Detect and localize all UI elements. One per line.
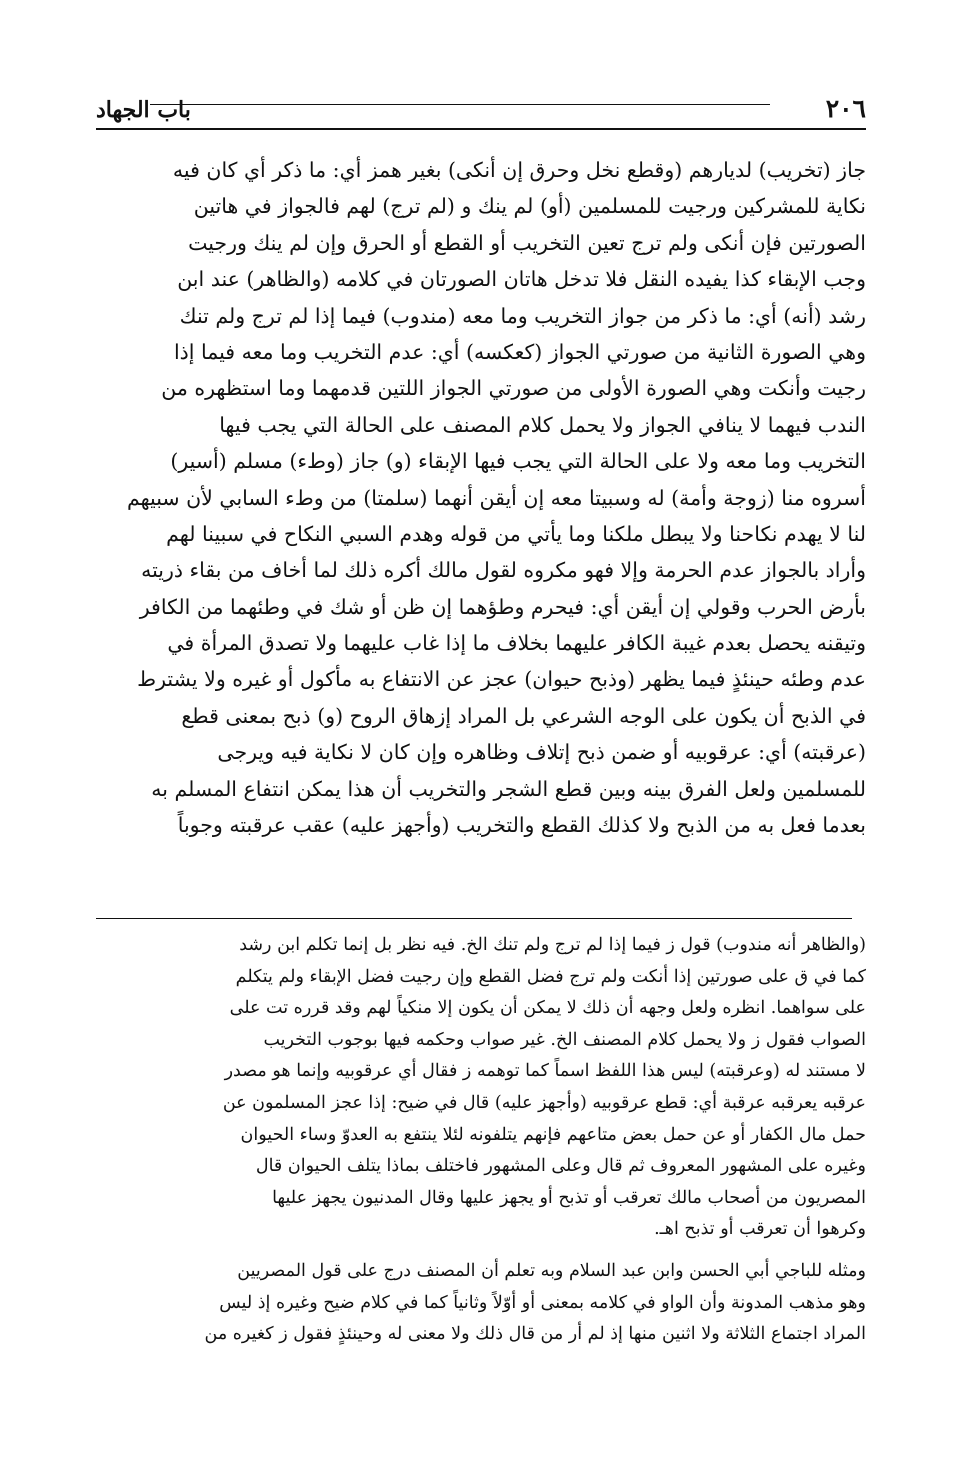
footnote-line: وغيره على المشهور المعروف ثم قال وعلى المشهور فاختلف بماذا يتلف الحيوان قال bbox=[255, 1156, 866, 1177]
main-text-line: (عرقبته) أي: عرقوبيه أو ضمن ذبح إتلاف وظاهره وإن كان لا نكاية فيه ويرجى bbox=[217, 740, 866, 765]
footnote-line: حمل مال الكفار أو عن حمل بعض متاعهم فإنهم يتلفونه لئلا ينتفع به العدوّ وساء الحيوان bbox=[240, 1124, 866, 1145]
paragraph-gap bbox=[96, 1246, 866, 1256]
footnotes bbox=[96, 930, 866, 1351]
footnote-line: وهو مذهب المدونة وأن الواو في كلامه بمعنى أو أوّلاً وثانياً كما في كلام ضيح وغيره إذ ليس bbox=[219, 1292, 866, 1313]
main-text-line: الندب فيهما لا ينافي الجواز ولا يحمل كلام المصنف على الحالة التي يجب فيها bbox=[219, 412, 866, 437]
main-text bbox=[96, 152, 866, 843]
footnote-line: لا مستند له (وعرقبته) ليس هذا اللفظ اسماً كما توهمه ز فقال أي عرقوبيه وإنما هو مصدر bbox=[224, 1061, 866, 1082]
footnote-line: كما في ق على صورتين إذا أنكت ولم ترج فضل القطع وإن رجيت فضل الإبقاء ولم يتكلم bbox=[235, 966, 866, 987]
main-text-line: بأرض الحرب وقولي إن أيقن أي: فيحرم وطؤهما إن ظن أو شك في وطئهما من الكافر bbox=[139, 594, 866, 619]
main-text-line: بعدما فعل به من الذبح ولا كذلك القطع والتخريب (وأجهز عليه) عقب عرقبته وجوباً bbox=[177, 813, 866, 838]
footnote-line: (والظاهر أنه مندوب) قول ز فيما إذا لم ترج ولم تنك الخ. فيه نظر بل إنما تكلم ابن رشد bbox=[239, 935, 866, 955]
main-text-line: عدم وطئه حينئذٍ فيما يظهر (وذبح حيوان) عجز عن الانتفاع به مأكول أو غيره ولا يشترط bbox=[137, 667, 866, 692]
main-text-line: وجب الإبقاء كذا يفيده النقل فلا تدخل هاتان الصورتان في كلامه (والظاهر) عند ابن bbox=[177, 267, 866, 292]
main-text-line: وهي الصورة الثانية من صورتي الجواز (كعكسه) أي: عدم التخريب وما معه فيما إذا bbox=[173, 339, 866, 364]
page-number: ٢٠٦ bbox=[825, 94, 866, 123]
main-text-line: أسروه منا (زوجة وأمة) له وسبيتا معه إن أيقن أنهما (سلمتا) من وطء السابي لأن سبيهم bbox=[126, 485, 866, 510]
main-text-line: للمسلمين ولعل الفرق بينه وبين قطع الشجر والتخريب أن هذا يمكن انتفاع المسلم به bbox=[151, 776, 866, 801]
main-text-line: رجيت وأنكت وهي الصورة الأولى من صورتي الجواز اللتين قدمهما وما استظهره من bbox=[161, 376, 866, 401]
footnote-line: على سواهما. انظره ولعل وجهه أن ذلك لا يمكن أن يكون إلا منكياً لهم وقد قرره تت على bbox=[229, 998, 866, 1019]
footnote-separator bbox=[96, 918, 852, 919]
footnote-line: الصواب فقول ز ولا يحمل كلام المصنف الخ. غير صواب وحكمه فيها بوجوب التخريب bbox=[263, 1029, 866, 1050]
main-text-line: وتيقنه يحصل بعدم غيبة الكافر عليهما بخلاف ما إذا غاب عليهما ولا تصدق المرأة في bbox=[167, 631, 866, 656]
main-text-line: لنا لا يهدم نكاحنا ولا يبطل ملكنا وما يأتي من قوله وهدم السبي النكاح في سبينا لهم bbox=[166, 521, 866, 546]
footnote-line: المراد اجتماع الثلاثة ولا اثنين منها إذ لم أر من قال ذلك ولا معنى له وحينئذٍ فقول ز كغيره من bbox=[204, 1324, 866, 1345]
main-text-line: وأراد بالجواز عدم الحرمة وإلا فهو مكروه لقول مالك أكره ذلك لما أخاف من بقاء ذريته bbox=[141, 558, 866, 583]
header-rule bbox=[96, 128, 866, 130]
footnote-line: المصريون من أصحاب مالك تعرقب أو تذبح أو يجهز عليها وقال المدنيون يجهز عليها bbox=[272, 1187, 866, 1208]
main-text-line: الصورتين فإن أنكى ولم ترج تعين التخريب أو القطع أو الحرق وإن لم ينك ورجيت bbox=[188, 230, 866, 255]
header-leader-rule bbox=[150, 104, 770, 105]
chapter-title: باب الجهاد bbox=[96, 97, 191, 123]
main-text-line: التخريب وما معه ولا على الحالة التي يجب فيها الإبقاء (و) جاز (وطء) مسلم (أسير) bbox=[170, 449, 866, 474]
footnote-line: ومثله للباجي أبي الحسن وابن عبد السلام وبه تعلم أن المصنف درج على قول المصريين bbox=[237, 1260, 866, 1281]
main-text-line: جاز (تخريب) لديارهم (وقطع نخل وحرق إن أنكى) بغير همز أي: ما ذكر أي كان فيه bbox=[172, 158, 866, 182]
main-text-line: في الذبح أن يكون على الوجه الشرعي بل المراد إزهاق الروح (و) ذبح بمعنى قطع bbox=[181, 703, 866, 728]
footnote-line: وكرهوا أن تعرقب أو تذبح اهـ. bbox=[654, 1219, 866, 1240]
main-text-line: رشد (أنه) أي: ما ذكر من جواز التخريب وما معه (مندوب) فيما إذا لم ترج ولم تنك bbox=[179, 303, 866, 328]
footnote-line: عرقبه يعرقبه عرقبة أي: قطع عرقوبيه (وأجهز عليه) قال في ضيح: إذا عجز المسلمون عن bbox=[222, 1092, 866, 1113]
main-text-line: نكاية للمشركين ورجيت للمسلمين (أو) لم ينك و (لم ترج) لهم فالجواز في هاتين bbox=[193, 194, 866, 219]
